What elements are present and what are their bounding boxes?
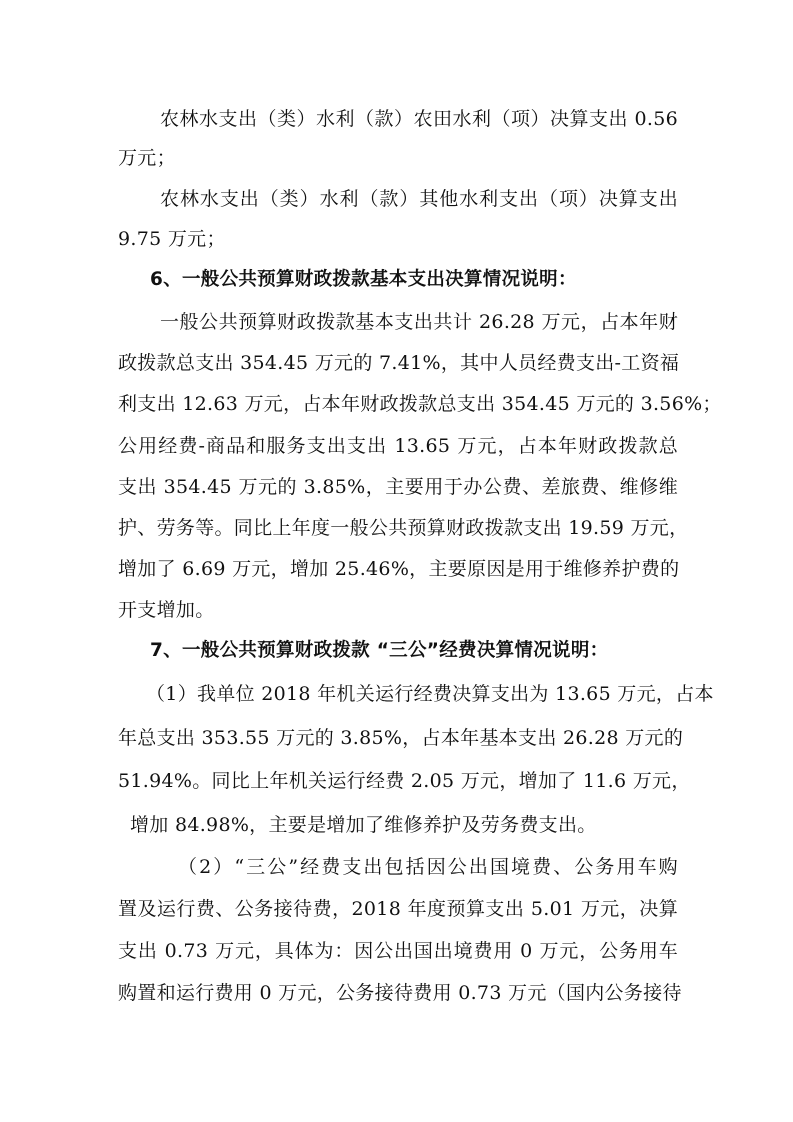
section-heading-7: 7、一般公共预算财政拨款 “三公”经费决算情况说明： [150, 640, 609, 661]
paragraph-line: 农林水支出（类）水利（款）农田水利（项）决算支出 0.56 [160, 108, 678, 130]
paragraph-line: （2）“三公”经费支出包括因公出国境费、公务用车购 [178, 856, 678, 878]
paragraph-line: 开支增加。 [118, 599, 215, 621]
paragraph-line: 51.94%。同比上年机关运行经费 2.05 万元，增加了 11.6 万元， [118, 770, 691, 792]
section-heading-6: 6、一般公共预算财政拨款基本支出决算情况说明： [150, 269, 577, 290]
paragraph-line: 购置和运行费用 0 万元，公务接待费用 0.73 万元（国内公务接待 [118, 982, 682, 1004]
paragraph-line: 一般公共预算财政拨款基本支出共计 26.28 万元，占本年财 [160, 311, 678, 333]
paragraph-line: 支出 354.45 万元的 3.85%，主要用于办公费、差旅费、维修维 [118, 476, 678, 498]
paragraph-line: 护、劳务等。同比上年度一般公共预算财政拨款支出 19.59 万元， [118, 517, 689, 539]
paragraph-line: 置及运行费、公务接待费，2018 年度预算支出 5.01 万元，决算 [118, 898, 678, 920]
paragraph-line: （1）我单位 2018 年机关运行经费决算支出为 13.65 万元，占本 [146, 683, 714, 705]
paragraph-line: 公用经费-商品和服务支出支出 13.65 万元，占本年财政拨款总 [118, 435, 678, 457]
paragraph-line: 农林水支出（类）水利（款）其他水利支出（项）决算支出 [160, 188, 678, 210]
paragraph-line: 万元； [118, 147, 176, 169]
paragraph-line: 支出 0.73 万元，具体为：因公出国出境费用 0 万元，公务用车 [118, 940, 678, 962]
paragraph-line: 年总支出 353.55 万元的 3.85%，占本年基本支出 26.28 万元的 [118, 727, 684, 749]
paragraph-line: 增加 84.98%，主要是增加了维修养护及劳务费支出。 [130, 814, 597, 836]
paragraph-line: 9.75 万元； [118, 228, 226, 250]
paragraph-line: 政拨款总支出 354.45 万元的 7.41%，其中人员经费支出-工资福 [118, 352, 680, 374]
paragraph-line: 利支出 12.63 万元，占本年财政拨款总支出 354.45 万元的 3.56%； [118, 393, 722, 415]
paragraph-line: 增加了 6.69 万元，增加 25.46%，主要原因是用于维修养护费的 [118, 558, 680, 580]
